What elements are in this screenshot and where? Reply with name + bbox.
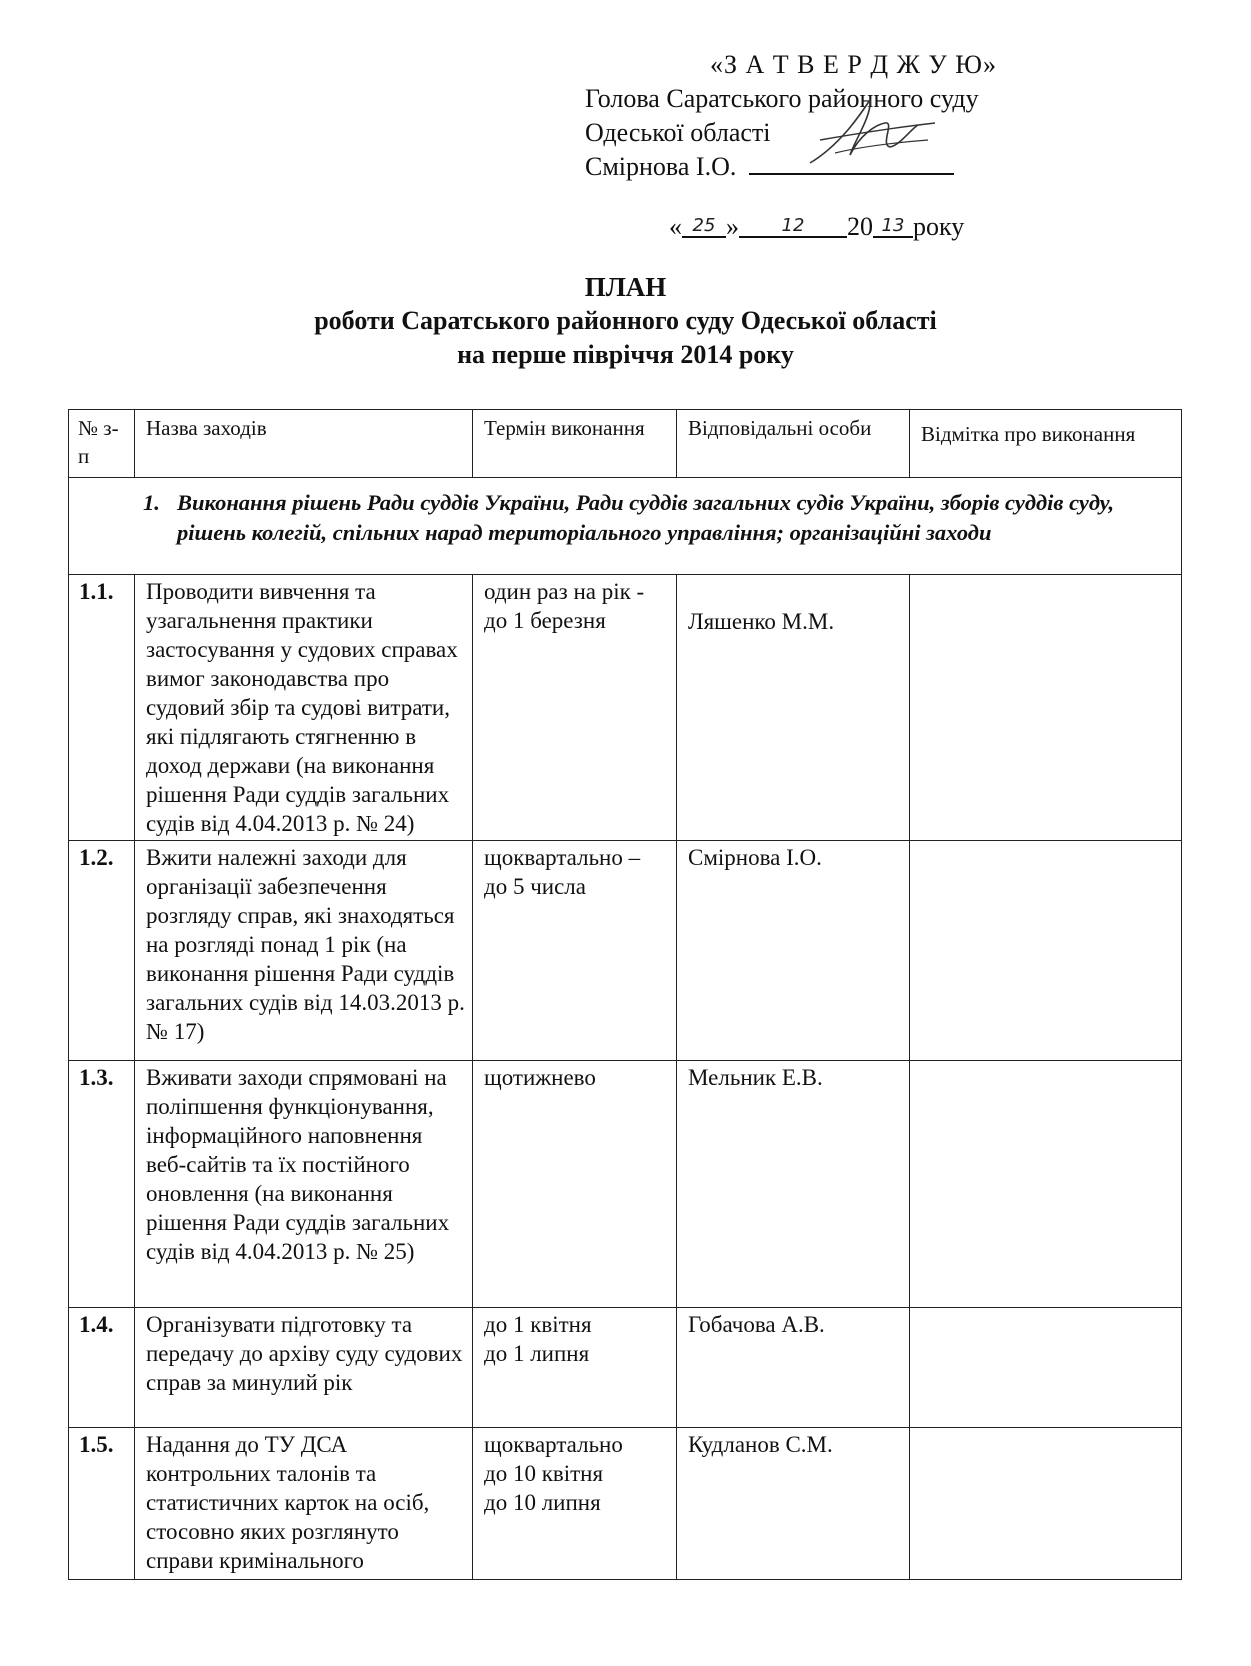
row-mark: [910, 841, 1182, 1061]
table-row: [69, 1308, 1182, 1428]
date-tail: року: [913, 212, 965, 241]
row-term-line: до 1 липня: [484, 1341, 590, 1366]
row-mark: [910, 1428, 1182, 1580]
row-measure: Вживати заходи спрямовані на поліпшення функціонування, інформаційного наповнення веб-сайтів та їх постійного оновлення (на виконання рішення Ради суддів загальних судів від 4.04.2013 р. № 25): [135, 1061, 473, 1308]
section-title: Виконання рішень Ради суддів України, Ради суддів загальних судів України, зборів суддів суду, рішень колегій, спільних нарад територіального управління; організаційні заходи: [177, 490, 1115, 545]
row-term: щоквартально – до 5 числа: [473, 841, 677, 1061]
row-responsible-name: Ляшенко М.М.: [688, 609, 835, 634]
table-row: [69, 575, 1182, 841]
table-row: [69, 1061, 1182, 1308]
row-number: 1.2.: [69, 841, 135, 1061]
row-responsible: Смірнова І.О.: [677, 841, 910, 1061]
header-term: Термін виконання: [473, 410, 677, 478]
row-term-line: щоквартально: [484, 1432, 623, 1457]
section-heading: [81, 488, 1169, 548]
signature-image: [800, 85, 940, 175]
approval-position: Голова Саратського районного суду: [585, 84, 979, 113]
row-term: [473, 1308, 677, 1428]
table-row: [69, 841, 1182, 1061]
document-title: [0, 270, 1251, 372]
row-responsible: Кудланов С.М.: [677, 1428, 910, 1580]
approval-signer-name: Смірнова І.О.: [585, 152, 737, 181]
date-close-quote: »: [726, 212, 739, 241]
approval-heading: «З А Т В Е Р Д Ж У Ю»: [710, 50, 998, 79]
header-name: Назва заходів: [135, 410, 473, 478]
section-number: 1.: [143, 490, 160, 515]
table-header-row: [69, 410, 1182, 478]
row-term-line: до 10 квітня: [484, 1461, 604, 1486]
approval-region: Одеської області: [585, 118, 771, 147]
row-measure: Вжити належні заходи для організації забезпечення розгляду справ, які знаходяться на розгляді понад 1 рік (на виконання рішення Ради суддів загальних судів від 14.03.2013 р. № 17): [135, 841, 473, 1061]
row-term: [473, 1428, 677, 1580]
row-mark: [910, 1308, 1182, 1428]
row-responsible: Мельник Е.В.: [677, 1061, 910, 1308]
row-number: 1.5.: [69, 1428, 135, 1580]
plan-table: [68, 409, 1182, 1580]
row-responsible: [677, 575, 910, 841]
title-subject: роботи Саратського районного суду Одеської області: [314, 306, 937, 335]
row-measure: Організувати підготовку та передачу до архіву суду судових справ за минулий рік: [135, 1308, 473, 1428]
row-term-line: до 10 липня: [484, 1490, 601, 1515]
section-row: [69, 478, 1182, 575]
header-mark: Відмітка про виконання: [910, 410, 1182, 478]
date-month: 12: [739, 215, 847, 238]
header-resp: Відповідальні особи: [677, 410, 910, 478]
date-day: 25: [682, 215, 726, 238]
row-number: 1.1.: [69, 575, 135, 841]
row-term: щотижнево: [473, 1061, 677, 1308]
row-term-line: до 1 квітня: [484, 1312, 592, 1337]
row-mark: [910, 575, 1182, 841]
title-period: на перше півріччя 2014 року: [457, 340, 794, 369]
row-measure: Надання до ТУ ДСА контрольних талонів та статистичних карток на осіб, стосовно яких розглянуто справи кримінального: [135, 1428, 473, 1580]
row-term: один раз на рік - до 1 березня: [473, 575, 677, 841]
header-num: № з-п: [69, 410, 135, 478]
row-number: 1.3.: [69, 1061, 135, 1308]
row-responsible: Гобачова А.В.: [677, 1308, 910, 1428]
row-number: 1.4.: [69, 1308, 135, 1428]
date-year-prefix: 20: [847, 212, 873, 241]
date-year-suffix: 13: [873, 215, 913, 238]
row-mark: [910, 1061, 1182, 1308]
table-row: [69, 1428, 1182, 1580]
date-open-quote: «: [669, 212, 682, 241]
approval-date: [669, 212, 964, 242]
row-measure: Проводити вивчення та узагальнення практики застосування у судових справах вимог законодавства про судовий збір та судові витрати, які підлягають стягненню в доход держави (на виконання рішення Ради суддів загальних судів від 4.04.2013 р. № 24): [135, 575, 473, 841]
title-plan: ПЛАН: [584, 272, 667, 302]
